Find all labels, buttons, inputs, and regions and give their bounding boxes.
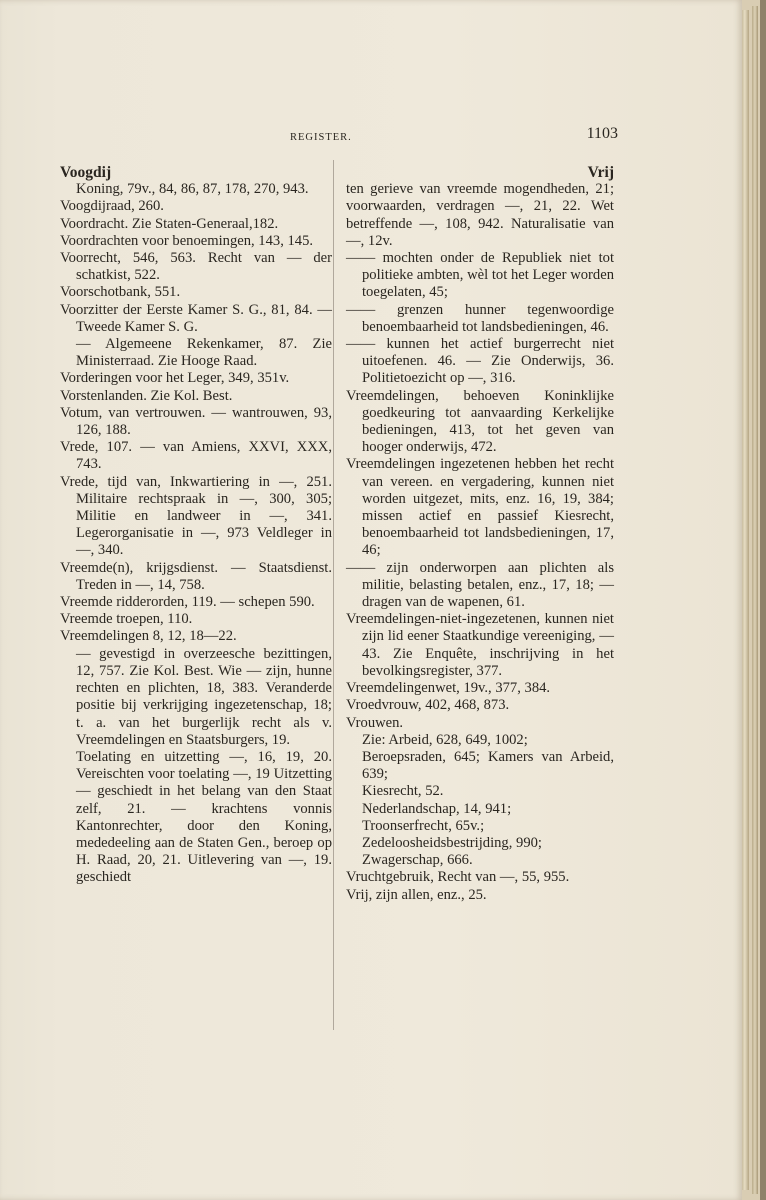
page-edge [752, 6, 758, 1194]
index-entry: Vreemdelingen 8, 12, 18—22. [60, 628, 237, 645]
page-number: 1103 [586, 125, 618, 142]
index-entry: Zie: Arbeid, 628, 649, 1002; [362, 731, 528, 748]
right-entries [346, 181, 614, 904]
left-entries [60, 181, 332, 886]
index-entry: —— zijn onderworpen aan plichten als militie, belasting betalen, enz., 17, 18; — dragen van de wapenen, 61. [346, 559, 614, 611]
index-entry: —— kunnen het actief burgerrecht niet uitoefenen. 46. — Zie Onderwijs, 36. Politietoezicht op —, 316. [346, 336, 614, 387]
index-entry: Koning, 79v., 84, 86, 87, 178, 270, 943. [76, 181, 309, 198]
index-entry: —— grenzen hunner tegenwoordige benoembaarheid tot landsbedieningen, 46. [346, 301, 614, 335]
running-head: REGISTER. [290, 132, 352, 143]
index-entry: Vrouwen. [346, 714, 404, 731]
index-entry: Zwagerschap, 666. [362, 852, 473, 869]
index-entry: Voogdijraad, 260. [60, 198, 164, 215]
index-entry: Vroedvrouw, 402, 468, 873. [346, 697, 510, 714]
index-entry: Vreemde ridderorden, 119. — schepen 590. [60, 594, 315, 611]
index-entry: ten gerieve van vreemde mogendheden, 21; voorwaarden, verdragen —, 21, 22. Wet betreffende —, 108, 942. Naturalisatie van —, 12v. [346, 181, 614, 249]
index-entry: — Algemeene Rekenkamer, 87. Zie Ministerraad. Zie Hooge Raad. [76, 336, 332, 370]
page-edge [760, 0, 766, 1200]
index-entry: Vreemdelingenwet, 19v., 377, 384. [346, 680, 551, 697]
index-entry: Vorderingen voor het Leger, 349, 351v. [60, 370, 290, 387]
index-entry: Vreemdelingen-niet-ingezetenen, kunnen niet zijn lid eener Staatkundige vereeniging, — 43. Zie Enquête, inschrijving in het bevolkingsregister, 377. [346, 611, 614, 679]
index-entry: Toelating en uitzetting —, 16, 19, 20. Vereischten voor toelating —, 19 Uitzetting — geschiedt in het belang van den Staat zelf, 21. — krachtens vonnis Kantonrechter, door den Koning, mededeeling aan de Staten Gen., beroep op H. Raad, 20, 21. Uitlevering van —, 19. geschiedt [76, 748, 332, 886]
index-entry: Vreemde troepen, 110. [60, 611, 193, 628]
index-entry: Beroepsraden, 645; Kamers van Arbeid, 639; [362, 748, 614, 783]
index-entry: Nederlandschap, 14, 941; [362, 800, 512, 817]
right-column [346, 164, 614, 904]
index-entry: Troonserfrecht, 65v.; [362, 817, 485, 834]
left-column [60, 164, 332, 887]
index-entry: Voorzitter der Eerste Kamer S. G., 81, 84. — Tweede Kamer S. G. [60, 301, 332, 335]
index-entry: Vreemdelingen, behoeven Koninklijke goedkeuring tot aanvaarding Kerkelijke bedieningen, 413, tot het geven van hooger onderwijs, 472. [346, 387, 614, 456]
page-header [60, 125, 618, 147]
index-entry: Voorrecht, 546, 563. Recht van — der schatkist, 522. [60, 250, 332, 284]
index-entry: — gevestigd in overzeesche bezittingen, 12, 757. Zie Kol. Best. Wie — zijn, hunne rechten en plichten, 18, 383. Veranderde positie bij verkrijging ingezetenschap, 18; t. a. van het burgerlijk recht als v. Vreemdelingen en Staatsburgers, 19. [76, 645, 332, 748]
index-entry: Vorstenlanden. Zie Kol. Best. [60, 387, 233, 404]
index-entry: Votum, van vertrouwen. — wantrouwen, 93, 126, 188. [60, 404, 332, 439]
index-entry: Vrede, tijd van, Inkwartiering in —, 251. Militaire rechtspraak in —, 300, 305; Militie en landweer in —, 341. Legerorganisatie in —, 973 Veldleger in —, 340. [60, 473, 332, 559]
index-entry: Vreemde(n), krijgsdienst. — Staatsdienst. Treden in —, 14, 758. [60, 559, 332, 593]
catchword-right: Vrij [587, 164, 614, 181]
index-entry: Zedeloosheidsbestrijding, 990; [362, 834, 542, 851]
index-entry: Vrede, 107. — van Amiens, XXVI, XXX, 743. [60, 439, 332, 473]
index-entry: Voorschotbank, 551. [60, 284, 181, 301]
index-entry: Kiesrecht, 52. [362, 783, 444, 800]
index-entry: Vreemdelingen ingezetenen hebben het recht van vereen. en vergadering, kunnen niet worden uitgezet, mits, enz. 16, 19, 384; missen actief en passief Kiesrecht, benoembaarheid tot landsbedieningen, 17, 46; [346, 456, 614, 559]
index-entry: —— mochten onder de Republiek niet tot politieke ambten, wèl tot het Leger worden toegelaten, 45; [346, 250, 614, 301]
index-entry: Vruchtgebruik, Recht van —, 55, 955. [346, 869, 570, 886]
index-entry: Voordrachten voor benoemingen, 143, 145. [60, 232, 314, 249]
page-edge [742, 10, 749, 1190]
index-entry: Voordracht. Zie Staten-Generaal,182. [60, 215, 279, 232]
catchword-left: Voogdij [60, 164, 112, 181]
column-divider [333, 160, 334, 1030]
index-entry: Vrij, zijn allen, enz., 25. [346, 886, 487, 903]
